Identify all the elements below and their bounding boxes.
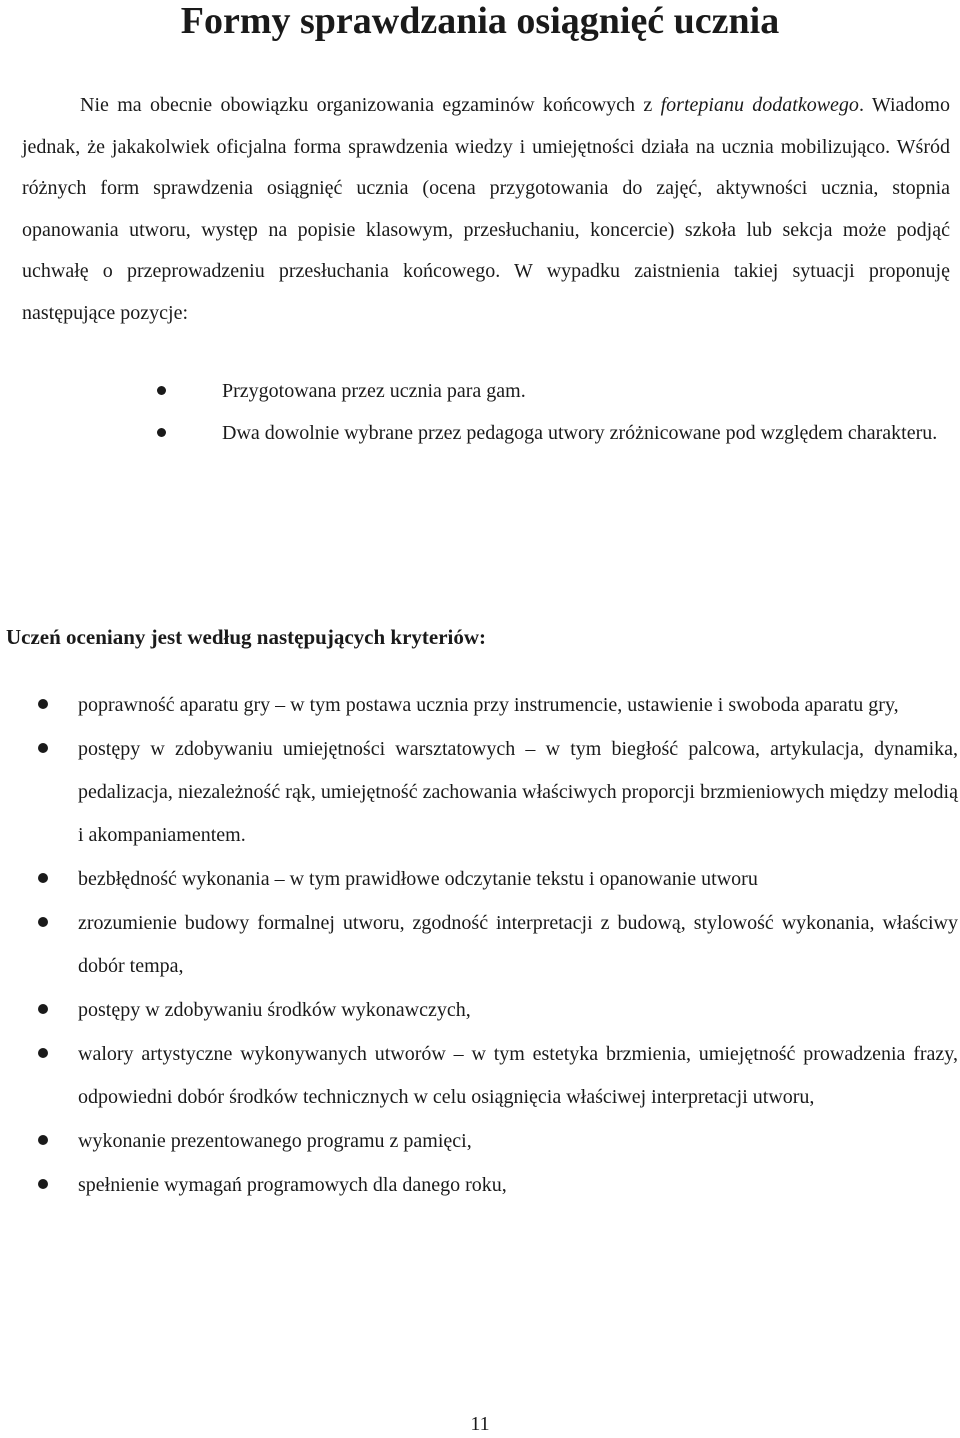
bullet-icon (38, 699, 48, 709)
criteria-text: zrozumienie budowy formalnej utworu, zgodność interpretacji z budową, stylowość wykonania, właściwy dobór tempa, (78, 912, 958, 977)
criteria-text: walory artystyczne wykonywanych utworów – w tym estetyka brzmienia, umiejętność prowadzenia frazy, odpowiedni dobór środków technicznych w celu osiągnięcia właściwej interpretacji utworu, (78, 1043, 958, 1108)
criteria-text: spełnienie wymagań programowych dla danego roku, (78, 1174, 507, 1196)
intro-text (22, 85, 950, 334)
criteria-text: postępy w zdobywaniu środków wykonawczych, (78, 999, 471, 1021)
criteria-item (78, 1033, 958, 1119)
bullet-icon (38, 1179, 48, 1189)
bullet-icon (38, 1004, 48, 1014)
bullet-icon (38, 1135, 48, 1145)
criteria-item (78, 684, 958, 727)
criteria-text: bezbłędność wykonania – w tym prawidłowe odczytanie tekstu i opanowanie utworu (78, 868, 758, 890)
criteria-text: wykonanie prezentowanego programu z pamięci, (78, 1130, 472, 1152)
intro-part2: . Wiadomo jednak, że jakakolwiek oficjalna forma sprawdzenia wiedzy i umiejętności działa na ucznia mobilizująco. Wśród różnych form sprawdzenia osiągnięć ucznia (ocena przygotowania do zajęć, aktywności ucznia, stopnia opanowania utworu, występ na popisie klasowym, przesłuchaniu, koncercie) szkoła lub sekcja może podjąć uchwałę o przeprowadzeniu przesłuchania końcowego. W wypadku zaistnienia takiej sytuacji proponuję następujące pozycje: (22, 94, 950, 324)
criteria-text: postępy w zdobywaniu umiejętności warsztatowych – w tym biegłość palcowa, artykulacja, dynamika, pedalizacja, niezależność rąk, umiejętność zachowania właściwych proporcji brzmieniowych między melodią i akompaniamentem. (78, 738, 958, 846)
proposal-list (94, 370, 950, 454)
intro-paragraph (22, 85, 950, 334)
criteria-item (78, 1164, 958, 1207)
bullet-icon (38, 743, 48, 753)
criteria-list (78, 684, 958, 1208)
criteria-item (78, 858, 958, 901)
intro-part1: Nie ma obecnie obowiązku organizowania egzaminów końcowych z (80, 94, 661, 116)
bullet-icon (38, 873, 48, 883)
intro-italic: fortepianu dodatkowego (660, 94, 859, 116)
proposal-item (94, 370, 950, 412)
page-number: 11 (470, 1413, 490, 1435)
proposal-text: Dwa dowolnie wybrane przez pedagoga utwory zróżnicowane pod względem charakteru. (222, 422, 938, 444)
bullet-icon (38, 1048, 48, 1058)
page-title: Formy sprawdzania osiągnięć ucznia (180, 0, 780, 42)
proposal-text: Przygotowana przez ucznia para gam. (222, 380, 526, 402)
bullet-icon (157, 428, 166, 437)
criteria-item (78, 1120, 958, 1163)
bullet-icon (157, 386, 166, 395)
criteria-item (78, 902, 958, 988)
criteria-item (78, 989, 958, 1032)
criteria-text: poprawność aparatu gry – w tym postawa ucznia przy instrumencie, ustawienie i swoboda aparatu gry, (78, 694, 899, 716)
criteria-heading: Uczeń oceniany jest według następujących kryteriów: (6, 625, 487, 649)
proposal-item (94, 412, 950, 454)
criteria-item (78, 728, 958, 857)
bullet-icon (38, 917, 48, 927)
